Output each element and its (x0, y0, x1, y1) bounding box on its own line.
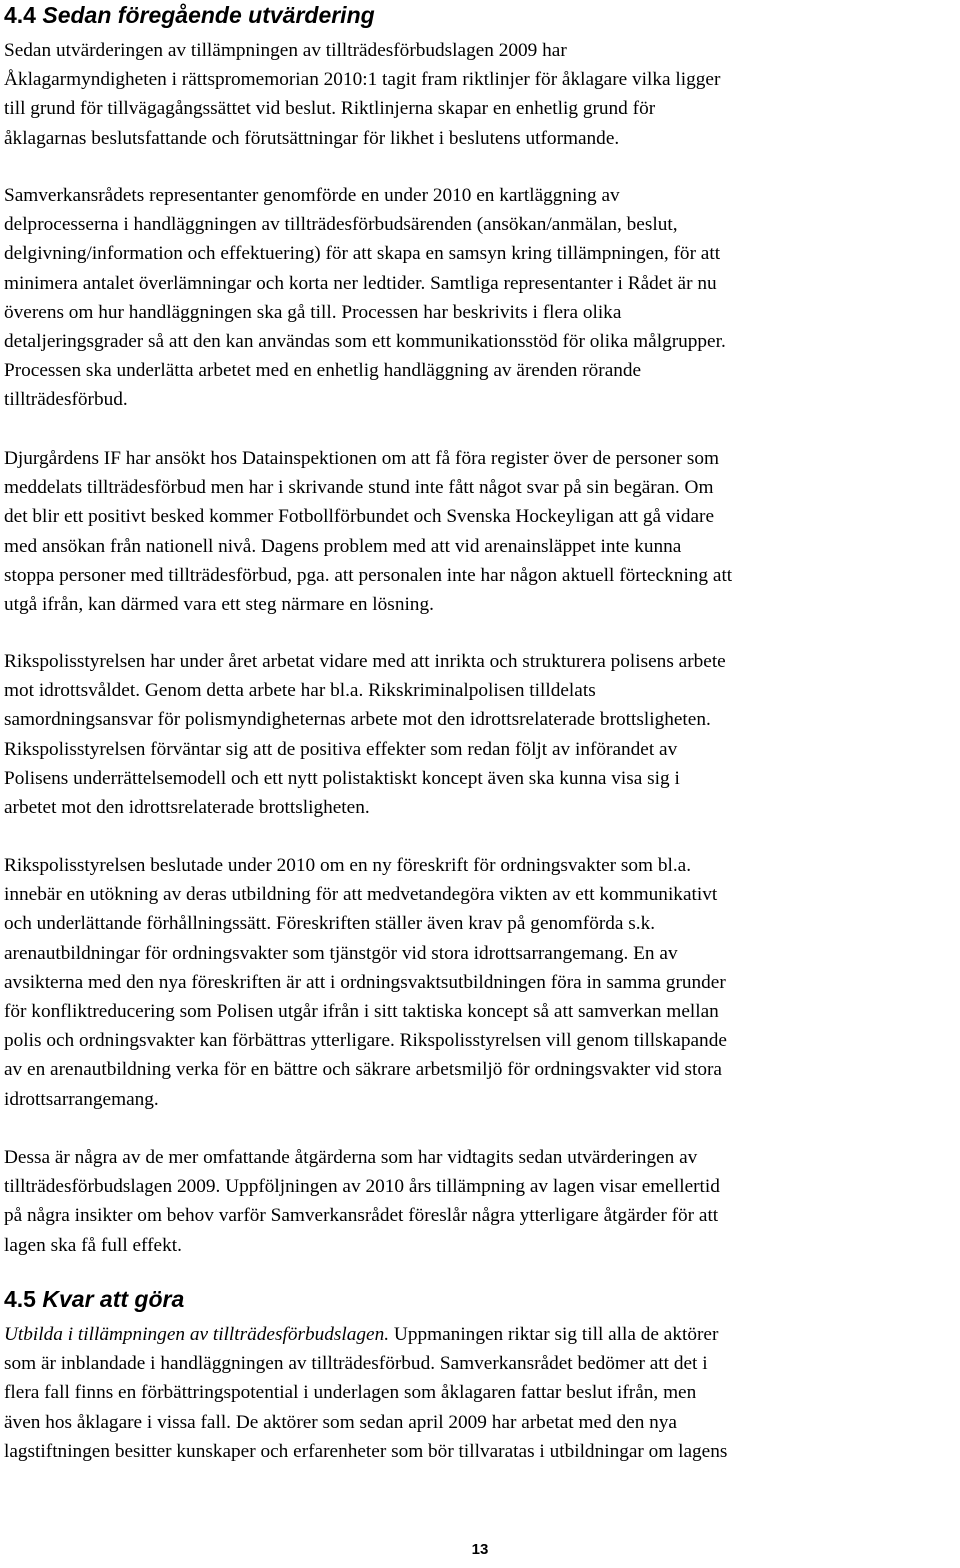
page-number: 13 (471, 1541, 489, 1558)
text-line: Dessa är några av de mer omfattande åtgärderna som har vidtagits sedan utvärderingen av (4, 1147, 698, 1168)
text-line: Rikspolisstyrelsen beslutade under 2010 om en ny föreskrift för ordningsvakter som bl.a. (4, 855, 692, 876)
text-line: delgivning/information och effektuering) för att skapa en samsyn kring tillämpningen, för att (4, 243, 721, 265)
italic-lead: Utbilda i tillämpningen av tillträdesförbudslagen. (4, 1324, 390, 1345)
text-line (4, 1320, 727, 1349)
text-line: Polisens underrättelsemodell och ett nytt polistaktiskt koncept även ska kunna visa sig i (4, 767, 680, 789)
text-line: stoppa personer med tillträdesförbud, pga. att personalen inte har någon aktuell förteckning att (4, 564, 733, 586)
paragraph-5 (4, 851, 727, 1114)
text-line: arbetet mot den idrottsrelaterade brottsligheten. (4, 797, 370, 819)
text-line: Samverkansrådets representanter genomförde en under 2010 en kartläggning av (4, 185, 620, 206)
text-line: det blir ett positivt besked kommer Fotbollförbundet och Svenska Hockeyligan att gå vidare (4, 506, 715, 528)
paragraph-4 (4, 647, 726, 822)
text-line: delprocesserna i handläggningen av tillträdesförbudsärenden (ansökan/anmälan, beslut, (4, 214, 678, 236)
text-line: Åklagarmyndigheten i rättspromemorian 2010:1 tagit fram riktlinjer för åklagare vilka ligger (4, 69, 721, 91)
text-line: avsikterna med den nya föreskriften är att i ordningsvaktsutbildningen föra in samma grunder (4, 971, 726, 993)
paragraph-7 (4, 1320, 727, 1466)
text-line: och underlättande förhållningssätt. Föreskriften ställer även krav på genomförda s.k. (4, 913, 656, 935)
section-title: Sedan föregående utvärdering (42, 2, 375, 28)
text-line: med ansökan från nationell nivå. Dagens problem med att vid arenainsläppet inte kunna (4, 535, 682, 557)
text-line: som är inblandade i handläggningen av tillträdesförbud. Samverkansrådet bedömer att det i (4, 1353, 708, 1375)
text-line: tillträdesförbud. (4, 389, 128, 411)
text-line: till grund för tillvägagångssättet vid beslut. Riktlinjerna skapar en enhetlig grund för (4, 98, 656, 120)
text-line: överens om hur handläggningen ska gå till. Processen har beskrivits i flera olika (4, 301, 622, 323)
text-line: innebär en utökning av deras utbildning för att medvetandegöra vikten av ett kommunikativt (4, 884, 718, 906)
paragraph-1 (4, 36, 720, 153)
text-line: meddelats tillträdesförbud men har i skrivande stund inte fått något svar på sin begäran. Om (4, 477, 714, 499)
paragraph-2 (4, 181, 726, 415)
text-line: detaljeringsgrader så att den kan användas som ett kommunikationsstöd för olika målgrupper. (4, 331, 726, 353)
text-line: lagen ska få full effekt. (4, 1234, 182, 1256)
text-line: Djurgårdens IF har ansökt hos Datainspektionen om att få föra register över de personer som (4, 448, 719, 469)
text-line: tillträdesförbudslagen 2009. Uppföljningen av 2010 års tillämpning av lagen visar emellertid (4, 1176, 720, 1198)
text-line: Sedan utvärderingen av tillämpningen av tillträdesförbudslagen 2009 har (4, 40, 567, 61)
text-line: minimera antalet överlämningar och korta ner ledtider. Samtliga representanter i Rådet är nu (4, 272, 717, 294)
section-number: 4.4 (4, 2, 36, 28)
section-number: 4.5 (4, 1286, 36, 1312)
section-heading-4-4 (4, 0, 375, 30)
paragraph-3 (4, 444, 732, 619)
text-line: utgå ifrån, kan därmed vara ett steg närmare en lösning. (4, 594, 434, 616)
text-line: polis och ordningsvakter kan förbättras ytterligare. Rikspolisstyrelsen vill genom tillskapande (4, 1030, 727, 1052)
text-line: flera fall finns en förbättringspotential i underlagen som åklagaren fattar beslut ifrån, men (4, 1382, 697, 1404)
text-line: Processen ska underlätta arbetet med en enhetlig handläggning av ärenden rörande (4, 360, 642, 382)
paragraph-6 (4, 1143, 720, 1260)
text-line: idrottsarrangemang. (4, 1088, 159, 1110)
text-line: arenautbildningar för ordningsvakter som tjänstgör vid stora idrottsarrangemang. En av (4, 942, 678, 964)
text-line: på några insikter om behov varför Samverkansrådet föreslår några ytterligare åtgärder för att (4, 1205, 719, 1227)
section-heading-4-5 (4, 1284, 184, 1314)
text-line: mot idrottsvåldet. Genom detta arbete har bl.a. Rikskriminalpolisen tilldelats (4, 680, 596, 702)
line-rest: Uppmaningen riktar sig till alla de aktörer (389, 1324, 719, 1345)
text-line: även hos åklagare i vissa fall. De aktörer som sedan april 2009 har arbetat med den nya (4, 1411, 677, 1433)
text-line: Rikspolisstyrelsen förväntar sig att de positiva effekter som redan följt av införandet av (4, 738, 678, 760)
section-title: Kvar att göra (42, 1286, 185, 1312)
text-line: åklagarnas beslutsfattande och förutsättningar för likhet i beslutens utformande. (4, 127, 620, 149)
text-line: samordningsansvar för polismyndigheternas arbete mot den idrottsrelaterade brottsligheten. (4, 709, 711, 731)
text-line: för konfliktreducering som Polisen utgår ifrån i sitt taktiska koncept så att samverkan mellan (4, 1001, 719, 1023)
text-line: av en arenautbildning verka för en bättre och säkrare arbetsmiljö för ordningsvakter vid stora (4, 1059, 722, 1081)
text-line: lagstiftningen besitter kunskaper och erfarenheter som bör tillvaratas i utbildningar om lagens (4, 1440, 728, 1462)
text-line: Rikspolisstyrelsen har under året arbetat vidare med att inrikta och strukturera polisens arbete (4, 651, 726, 672)
